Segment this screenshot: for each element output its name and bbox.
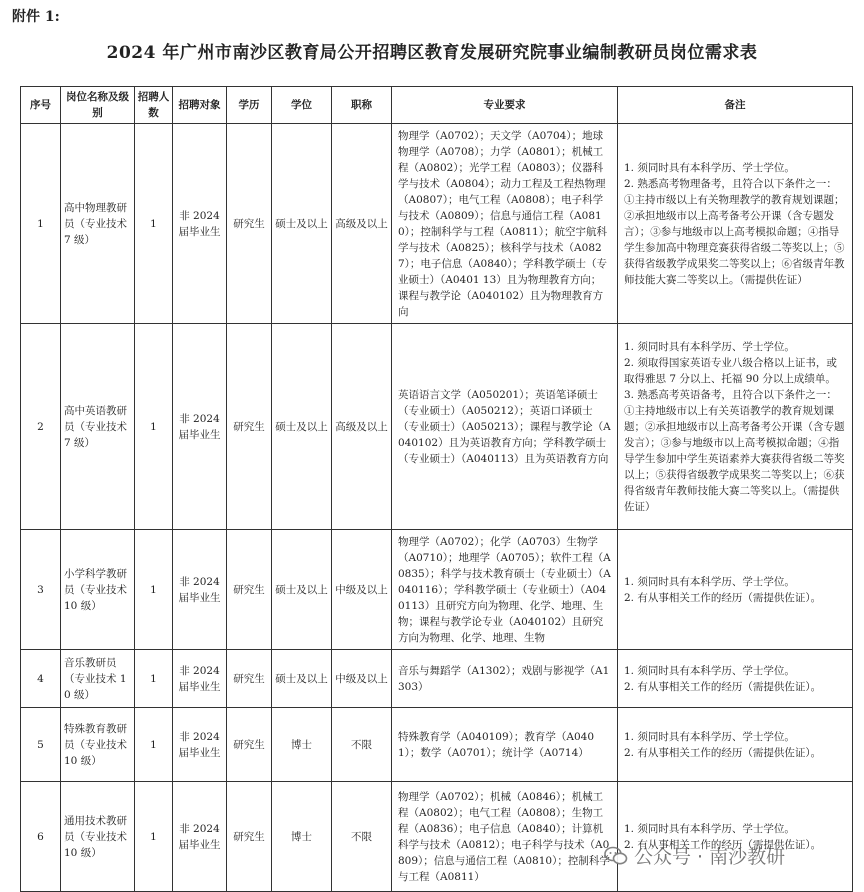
note-line: 1. 须同时具有本科学历、学士学位。 (624, 575, 795, 588)
page-title: 2024 年广州市南沙区教育局公开招聘区教育发展研究院事业编制教研员岗位需求表 (106, 43, 758, 63)
row-no: 6 (21, 782, 61, 892)
row-major: 物理学（A0702）；化学（A0703）生物学（A0710）；地理学（A0705）；软件工程（A0835）；科学与技术教育硕士（专业硕士）（A040116）；学科教学硕士（专业硕士）（A040113）且研究方向为物理、化学、地理、生物；课程与教学论专业（A040102）且研究方向为物理、化学、地理、生物 (392, 530, 618, 650)
note-line: 2. 有从事相关工作的经历（需提供佐证）。 (624, 591, 822, 604)
note-line: 2. 有从事相关工作的经历（需提供佐证）。 (624, 680, 822, 693)
row-target: 非 2024 届毕业生 (173, 324, 227, 530)
note-line: 2. 熟悉高考物理备考，且符合以下条件之一：①主持市级以上有关物理教学的教育规划课题；②承担地级市以上高考备考公开课（含专题发言）；③参与地级市以上高考模拟命题；④指导学生参加高中物理竞赛获得省级二等奖以上；⑤获得省级教学成果奖二等奖以上；⑥省级青年教师技能大赛二等奖以上。（需提供佐证） (624, 177, 845, 286)
row-title-req: 高级及以上 (332, 324, 392, 530)
row-major: 物理学（A0702）；天文学（A0704）；地球物理学（A0708）；力学（A0801）；机械工程（A0802）；光学工程（A0803）；仪器科学与技术（A0804）；动力工程及工程热物理（A0807）；电气工程（A0808）；电子科学与技术（A0809）；信息与通信工程（A0810）；控制科学与工程（A0811）；航空宇航科学与技术（A0825）；核科学与技术（A0827）；电子信息（A0840）；学科教学硕士（专业硕士）（A0401 13）且为物理教育方向；课程与教学论（A040102）且为物理教育方向 (392, 124, 618, 324)
header-position: 岗位名称及级别 (61, 87, 135, 124)
table-row (21, 782, 853, 892)
note-line: 1. 须同时具有本科学历、学士学位。 (624, 730, 795, 743)
row-notes (618, 324, 853, 530)
row-education: 研究生 (227, 650, 272, 708)
note-line: 1. 须同时具有本科学历、学士学位。 (624, 664, 795, 677)
row-major: 音乐与舞蹈学（A1302）；戏剧与影视学（A1303） (392, 650, 618, 708)
row-title-req: 不限 (332, 782, 392, 892)
row-position: 通用技术教研员（专业技术 10 级） (61, 782, 135, 892)
row-target: 非 2024 届毕业生 (173, 708, 227, 782)
requirements-table (20, 86, 853, 892)
row-education: 研究生 (227, 324, 272, 530)
note-line: 3. 熟悉高考英语备考，且符合以下条件之一：①主持地级市以上有关英语教学的教育规划课题；②承担地级市以上高考备考公开课（含专题发言）；③参与地级市以上高考模拟命题；④指导学生参加中学生英语素养大赛获得省级二等奖以上；⑤获得省级教学成果奖二等奖以上；⑥获得省级青年教师技能大赛二等奖以上。（需提供佐证） (624, 388, 845, 513)
row-target: 非 2024 届毕业生 (173, 530, 227, 650)
row-count: 1 (135, 124, 173, 324)
row-count: 1 (135, 530, 173, 650)
row-education: 研究生 (227, 530, 272, 650)
row-education: 研究生 (227, 708, 272, 782)
note-line: 1. 须同时具有本科学历、学士学位。 (624, 340, 795, 353)
row-degree: 硕士及以上 (272, 124, 332, 324)
header-degree: 学位 (272, 87, 332, 124)
row-position: 高中物理教研员（专业技术 7 级） (61, 124, 135, 324)
watermark (604, 842, 785, 869)
row-major: 物理学（A0702）；机械（A0846）；机械工程（A0802）；电气工程（A0808）；生物工程（A0836）；电子信息（A0840）；计算机科学与技术（A0812）；电子科学与技术（A0809）；信息与通信工程（A0810）；控制科学与工程（A0811） (392, 782, 618, 892)
row-title-req: 不限 (332, 708, 392, 782)
row-major: 英语语言文学（A050201）；英语笔译硕士（专业硕士）（A050212）；英语口译硕士（专业硕士）（A050213）；课程与教学论（A040102）且为英语教育方向；学科教学硕士（专业硕士）（A040113）且为英语教育方向 (392, 324, 618, 530)
table-row (21, 650, 853, 708)
row-degree: 硕士及以上 (272, 324, 332, 530)
row-no: 1 (21, 124, 61, 324)
row-education: 研究生 (227, 124, 272, 324)
row-target: 非 2024 届毕业生 (173, 650, 227, 708)
row-position: 小学科学教研员（专业技术 10 级） (61, 530, 135, 650)
row-no: 2 (21, 324, 61, 530)
note-line: 2. 有从事相关工作的经历（需提供佐证）。 (624, 838, 822, 851)
row-degree: 博士 (272, 708, 332, 782)
row-count: 1 (135, 650, 173, 708)
row-no: 5 (21, 708, 61, 782)
table-row (21, 324, 853, 530)
note-line: 2. 有从事相关工作的经历（需提供佐证）。 (624, 746, 822, 759)
header-education: 学历 (227, 87, 272, 124)
row-no: 3 (21, 530, 61, 650)
row-title-req: 中级及以上 (332, 530, 392, 650)
note-line: 1. 须同时具有本科学历、学士学位。 (624, 822, 795, 835)
watermark-text: 公众号 · 南沙教研 (634, 846, 786, 868)
header-count: 招聘人数 (135, 87, 173, 124)
row-notes (618, 530, 853, 650)
header-target: 招聘对象 (173, 87, 227, 124)
note-line: 1. 须同时具有本科学历、学士学位。 (624, 161, 795, 174)
row-title-req: 中级及以上 (332, 650, 392, 708)
header-notes: 备注 (618, 87, 853, 124)
row-title-req: 高级及以上 (332, 124, 392, 324)
row-education: 研究生 (227, 782, 272, 892)
table-row (21, 708, 853, 782)
header-title: 职称 (332, 87, 392, 124)
row-count: 1 (135, 782, 173, 892)
attachment-label: 附件 1: (12, 9, 60, 25)
row-degree: 博士 (272, 782, 332, 892)
row-position: 高中英语教研员（专业技术 7 级） (61, 324, 135, 530)
row-target: 非 2024 届毕业生 (173, 782, 227, 892)
row-position: 音乐教研员（专业技术 10 级） (61, 650, 135, 708)
row-target: 非 2024 届毕业生 (173, 124, 227, 324)
note-line: 2. 须取得国家英语专业八级合格以上证书，或取得雅思 7 分以上、托福 90 分以上成绩单。 (624, 356, 837, 385)
table-row (21, 530, 853, 650)
row-notes (618, 708, 853, 782)
header-no: 序号 (21, 87, 61, 124)
row-no: 4 (21, 650, 61, 708)
row-notes (618, 650, 853, 708)
row-position: 特殊教育教研员（专业技术 10 级） (61, 708, 135, 782)
row-degree: 硕士及以上 (272, 650, 332, 708)
row-degree: 硕士及以上 (272, 530, 332, 650)
row-count: 1 (135, 708, 173, 782)
row-count: 1 (135, 324, 173, 530)
table-row (21, 124, 853, 324)
row-notes (618, 124, 853, 324)
wechat-icon (604, 846, 628, 866)
header-major: 专业要求 (392, 87, 618, 124)
table-header-row (21, 87, 853, 124)
row-major: 特殊教育学（A040109）；教育学（A0401）；数学（A0701）；统计学（A0714） (392, 708, 618, 782)
row-notes (618, 782, 853, 892)
